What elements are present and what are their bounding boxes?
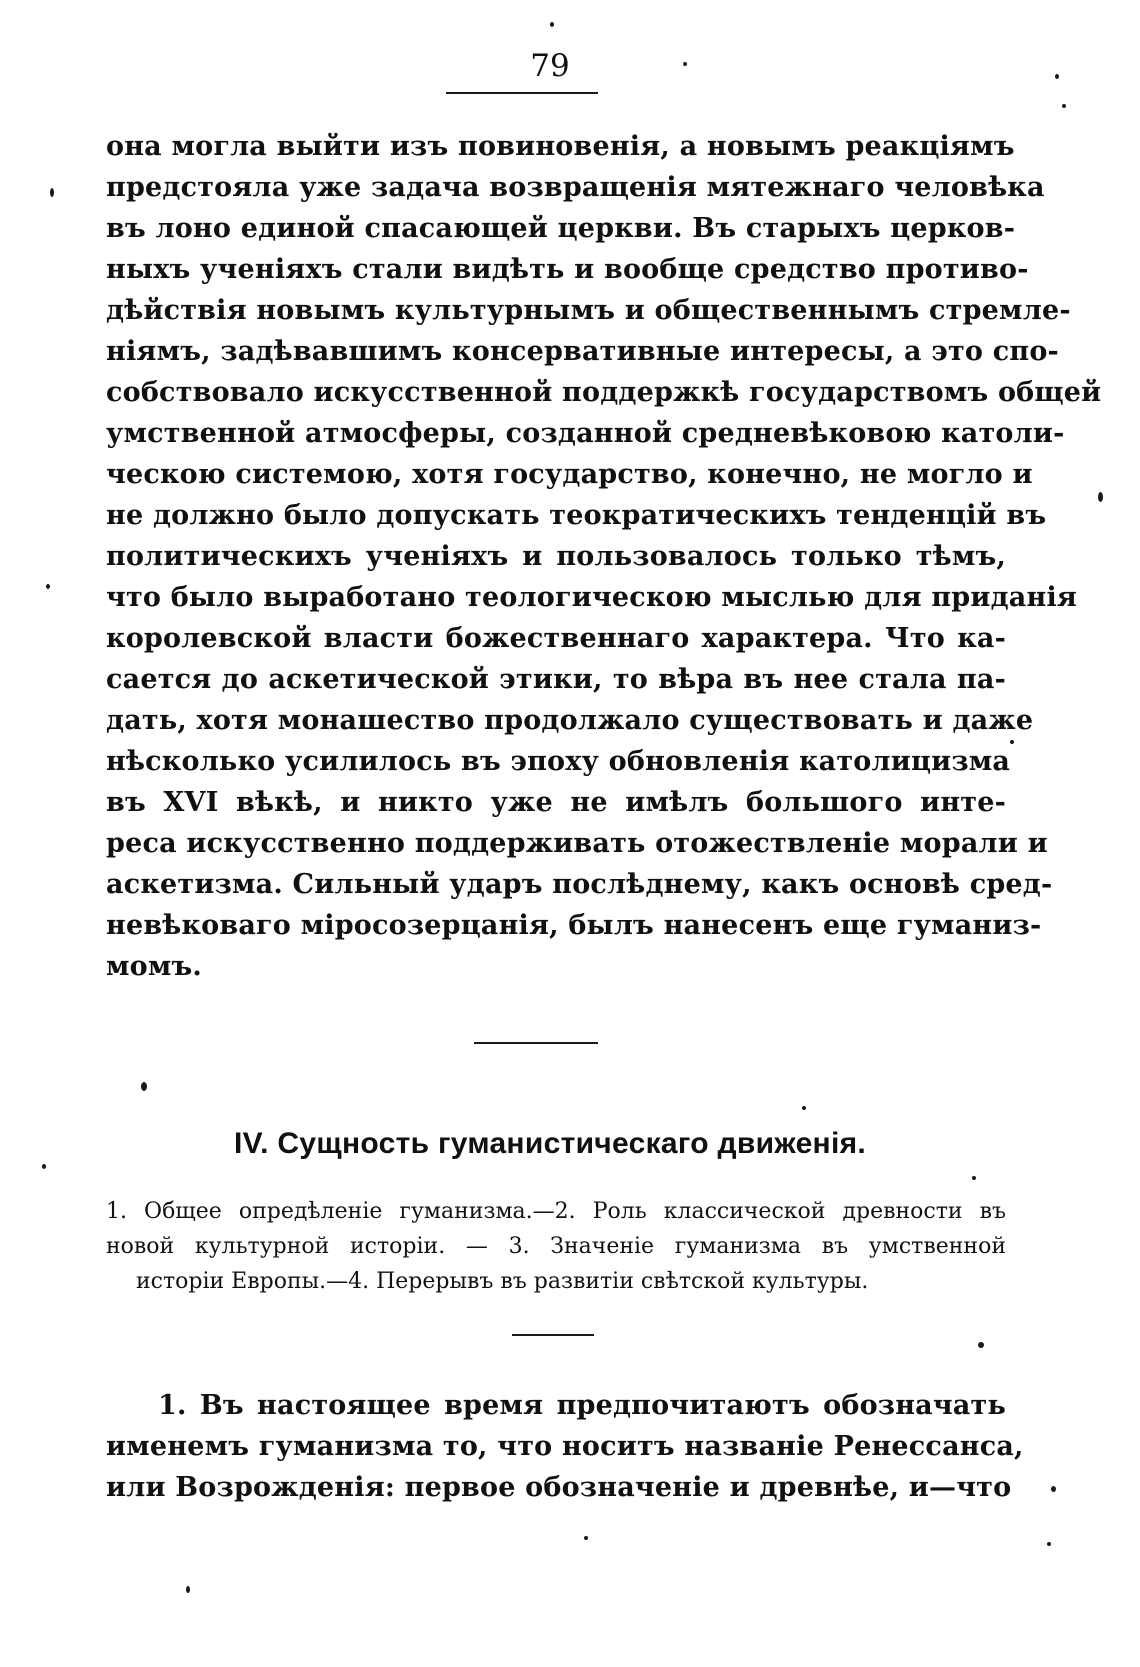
scan-speck [1098, 492, 1103, 502]
text-line: что было выработано теологическою мыслью для приданія [106, 582, 1078, 613]
scan-speck [42, 1164, 46, 1169]
text-line: ніямъ, задѣвавшимъ консервативные интересы, а это спо- [106, 336, 1059, 367]
scan-speck [1047, 1542, 1051, 1546]
text-line: ныхъ ученіяхъ стали видѣть и вообще средство противо- [106, 254, 1029, 285]
text-line: предстояла уже задача возвращенія мятежнаго человѣка [106, 172, 1045, 203]
text-line: умственной атмосферы, созданной средневѣковою католи- [106, 418, 1065, 449]
text-line: сается до аскетической этики, то вѣра въ нее стала па- [106, 664, 1006, 695]
section-divider-rule [474, 1042, 598, 1044]
text-line: въ лоно единой спасающей церкви. Въ старыхъ церков- [106, 213, 1016, 244]
scan-speck [50, 188, 54, 197]
scan-speck [802, 1106, 806, 1110]
scan-speck [46, 584, 50, 589]
text-line: собствовало искусственной поддержкѣ государствомъ общей [106, 377, 1102, 408]
text-line: невѣковаго міросозерцанія, былъ нанесенъ еще гуманиз- [106, 910, 1042, 941]
chapter-summary [106, 1194, 1006, 1299]
text-line: дѣйствія новымъ культурнымъ и общественнымъ стремле- [106, 295, 1071, 326]
scan-speck [1062, 104, 1066, 108]
page-number-rule [446, 92, 598, 94]
top-paragraph [106, 126, 1102, 987]
scan-speck [186, 1586, 190, 1593]
scan-speck [972, 1176, 976, 1180]
scan-speck [1010, 740, 1014, 744]
chapter-heading: IV. Сущность гуманистическаго движенія. [233, 1127, 867, 1160]
bottom-paragraph [106, 1385, 1024, 1508]
scan-speck [683, 62, 687, 66]
text-line: нѣсколько усилилось въ эпоху обновленія католицизма [106, 746, 1011, 777]
text-line: аскетизма. Сильный ударъ послѣднему, какъ основѣ сред- [106, 869, 1053, 900]
scan-speck [1051, 1486, 1056, 1492]
summary-divider-rule [512, 1334, 594, 1336]
text-line: политическихъ ученіяхъ и пользовалось только тѣмъ, [106, 541, 1006, 572]
summary-line: новой культурной исторіи. — 3. Значеніе гуманизма въ умственной [106, 1234, 1006, 1259]
text-line: ческою системою, хотя государство, конечно, не могло и [106, 459, 1033, 490]
text-line: 1. Въ настоящее время предпочитаютъ обозначать [158, 1390, 1006, 1421]
scan-speck [584, 1536, 588, 1540]
text-line: момъ. [106, 951, 203, 982]
summary-line: 1. Общее опредѣленіе гуманизма.—2. Роль классической древности въ [106, 1199, 1006, 1224]
scan-speck [550, 22, 554, 27]
page-number: 79 [530, 48, 570, 84]
text-line: она могла выйти изъ повиновенія, а новымъ реакціямъ [106, 131, 1015, 162]
text-line: не должно было допускать теократическихъ тенденцій въ [106, 500, 1047, 531]
text-line: именемъ гуманизма то, что носитъ названіе Ренессанса, [106, 1431, 1024, 1462]
summary-line: исторіи Европы.—4. Перерывъ въ развитіи свѣтской культуры. [136, 1269, 869, 1294]
scan-speck [141, 1082, 147, 1091]
text-line: королевской власти божественнаго характера. Что ка- [106, 623, 1006, 654]
scan-speck [1055, 74, 1059, 79]
text-line: дать, хотя монашество продолжало существовать и даже [106, 705, 1034, 736]
text-line: реса искусственно поддерживать отожествленіе морали и [106, 828, 1048, 859]
text-line: или Возрожденія: первое обозначеніе и древнѣе, и—что [106, 1472, 1012, 1503]
scan-speck [978, 1342, 984, 1348]
text-line: въ XVI вѣкѣ, и никто уже не имѣлъ большого инте- [106, 787, 1006, 818]
